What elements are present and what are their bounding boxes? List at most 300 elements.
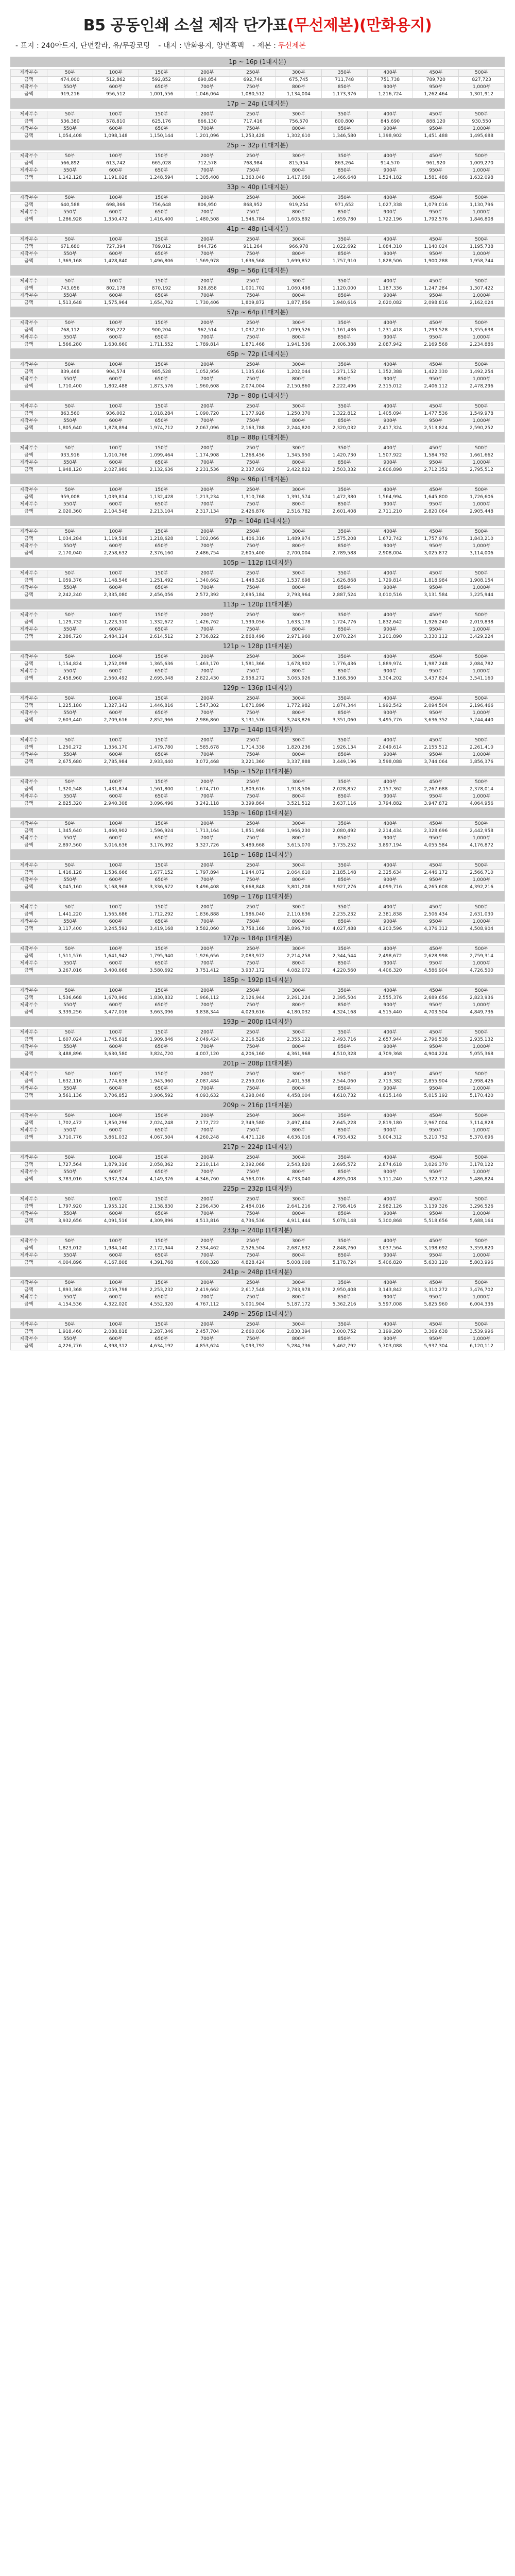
table-cell: 3,131,576 bbox=[230, 717, 276, 724]
table-cell: 1,818,984 bbox=[413, 578, 459, 585]
table-cell: 350부 bbox=[321, 1155, 367, 1162]
row-label: 제작부수 bbox=[11, 278, 47, 285]
table-cell: 650부 bbox=[139, 1169, 184, 1176]
table-cell: 100부 bbox=[93, 612, 139, 619]
table-cell: 1,873,576 bbox=[139, 383, 184, 391]
table-cell: 1,943,960 bbox=[139, 1078, 184, 1086]
table-cell: 3,541,160 bbox=[459, 675, 505, 683]
quantity-row bbox=[11, 1029, 505, 1037]
table-cell: 650부 bbox=[139, 1294, 184, 1301]
table-cell: 1,216,724 bbox=[367, 91, 413, 98]
page-range-header: 137p ~ 144p (1대지분) bbox=[10, 724, 505, 735]
table-cell: 300부 bbox=[276, 696, 321, 703]
table-cell: 150부 bbox=[139, 779, 184, 786]
table-cell: 1,301,912 bbox=[459, 91, 505, 98]
table-cell: 450부 bbox=[413, 1113, 459, 1120]
table-cell: 650부 bbox=[139, 293, 184, 300]
table-cell: 550부 bbox=[47, 710, 93, 717]
table-cell: 2,328,696 bbox=[413, 828, 459, 835]
table-cell: 550부 bbox=[47, 501, 93, 509]
table-cell: 4,322,020 bbox=[93, 1301, 139, 1309]
table-cell: 600부 bbox=[93, 1127, 139, 1134]
table-cell: 2,605,400 bbox=[230, 550, 276, 557]
page-range-header: 49p ~ 56p (1대지분) bbox=[10, 265, 505, 276]
row-label: 금액 bbox=[11, 411, 47, 418]
table-cell: 300부 bbox=[276, 1071, 321, 1078]
table-cell: 2,478,296 bbox=[459, 383, 505, 391]
price-row bbox=[11, 1204, 505, 1211]
table-cell: 650부 bbox=[139, 126, 184, 133]
table-cell: 650부 bbox=[139, 793, 184, 801]
table-cell: 650부 bbox=[139, 1086, 184, 1093]
table-cell: 5,486,824 bbox=[459, 1176, 505, 1183]
table-cell: 2,378,014 bbox=[459, 786, 505, 793]
table-cell: 1,406,316 bbox=[230, 536, 276, 543]
table-cell: 300부 bbox=[276, 821, 321, 828]
page-range-header: 169p ~ 176p (1대지분) bbox=[10, 891, 505, 902]
table-cell: 1,135,616 bbox=[230, 369, 276, 376]
table-cell: 1,674,710 bbox=[184, 786, 230, 793]
table-cell: 3,400,668 bbox=[93, 968, 139, 975]
row-label: 제작부수 bbox=[11, 445, 47, 452]
table-cell: 300부 bbox=[276, 737, 321, 744]
table-cell: 6,120,112 bbox=[459, 1343, 505, 1350]
table-cell: 1,350,472 bbox=[93, 216, 139, 224]
table-cell: 250부 bbox=[230, 821, 276, 828]
row-label: 제작부수 bbox=[11, 626, 47, 634]
table-cell: 4,391,768 bbox=[139, 1260, 184, 1267]
price-table bbox=[10, 1196, 505, 1225]
table-cell: 700부 bbox=[184, 1044, 230, 1051]
table-cell: 900부 bbox=[367, 1336, 413, 1343]
table-cell: 550부 bbox=[47, 585, 93, 592]
table-cell: 2,687,632 bbox=[276, 1245, 321, 1252]
quantity-row bbox=[11, 877, 505, 884]
table-cell: 4,406,320 bbox=[367, 968, 413, 975]
table-cell: 650부 bbox=[139, 668, 184, 675]
table-cell: 1,340,662 bbox=[184, 578, 230, 585]
row-label: 제작부수 bbox=[11, 487, 47, 494]
table-cell: 1,252,098 bbox=[93, 661, 139, 668]
table-cell: 3,429,224 bbox=[459, 634, 505, 641]
table-cell: 1,960,608 bbox=[184, 383, 230, 391]
table-cell: 400부 bbox=[367, 236, 413, 244]
table-cell: 400부 bbox=[367, 278, 413, 285]
table-cell: 150부 bbox=[139, 612, 184, 619]
table-cell: 1,251,492 bbox=[139, 578, 184, 585]
table-cell: 750부 bbox=[230, 1336, 276, 1343]
table-cell: 5,178,724 bbox=[321, 1260, 367, 1267]
table-cell: 5,688,164 bbox=[459, 1218, 505, 1225]
price-table bbox=[10, 570, 505, 599]
table-cell: 950부 bbox=[413, 501, 459, 509]
table-cell: 914,570 bbox=[367, 160, 413, 167]
table-cell: 3,489,668 bbox=[230, 842, 276, 850]
price-row bbox=[11, 550, 505, 557]
table-cell: 500부 bbox=[459, 1321, 505, 1329]
table-cell: 850부 bbox=[321, 251, 367, 258]
table-cell: 2,572,392 bbox=[184, 592, 230, 599]
table-cell: 1,547,302 bbox=[184, 703, 230, 710]
row-label: 금액 bbox=[11, 550, 47, 557]
table-cell: 3,937,172 bbox=[230, 968, 276, 975]
row-label: 금액 bbox=[11, 1078, 47, 1086]
table-cell: 2,426,876 bbox=[230, 509, 276, 516]
table-cell: 1,789,814 bbox=[184, 342, 230, 349]
table-cell: 4,027,488 bbox=[321, 926, 367, 933]
table-cell: 850부 bbox=[321, 877, 367, 884]
table-cell: 3,296,526 bbox=[459, 1204, 505, 1211]
table-cell: 1,823,012 bbox=[47, 1245, 93, 1252]
table-cell: 1,191,028 bbox=[93, 175, 139, 182]
table-cell: 300부 bbox=[276, 487, 321, 494]
table-cell: 1,416,400 bbox=[139, 216, 184, 224]
table-cell: 500부 bbox=[459, 1113, 505, 1120]
table-cell: 700부 bbox=[184, 1294, 230, 1301]
table-cell: 2,214,434 bbox=[367, 828, 413, 835]
row-label: 금액 bbox=[11, 160, 47, 167]
price-table bbox=[10, 695, 505, 724]
table-cell: 600부 bbox=[93, 752, 139, 759]
table-cell: 2,259,016 bbox=[230, 1078, 276, 1086]
table-cell: 3,937,324 bbox=[93, 1176, 139, 1183]
table-cell: 250부 bbox=[230, 70, 276, 77]
table-cell: 250부 bbox=[230, 612, 276, 619]
table-cell: 2,675,680 bbox=[47, 759, 93, 766]
table-cell: 750부 bbox=[230, 1169, 276, 1176]
table-cell: 717,416 bbox=[230, 118, 276, 126]
table-cell: 3,495,776 bbox=[367, 717, 413, 724]
table-cell: 2,325,634 bbox=[367, 870, 413, 877]
table-cell: 300부 bbox=[276, 111, 321, 118]
table-cell: 2,064,610 bbox=[276, 870, 321, 877]
table-cell: 250부 bbox=[230, 153, 276, 160]
table-cell: 1,466,648 bbox=[321, 175, 367, 182]
table-cell: 750부 bbox=[230, 460, 276, 467]
table-cell: 550부 bbox=[47, 1252, 93, 1260]
table-cell: 250부 bbox=[230, 320, 276, 327]
row-label: 금액 bbox=[11, 342, 47, 349]
table-cell: 2,660,036 bbox=[230, 1329, 276, 1336]
table-cell: 900부 bbox=[367, 1044, 413, 1051]
row-label: 제작부수 bbox=[11, 111, 47, 118]
table-cell: 600부 bbox=[93, 84, 139, 91]
table-cell: 250부 bbox=[230, 654, 276, 661]
table-cell: 4,265,608 bbox=[413, 884, 459, 891]
table-cell: 250부 bbox=[230, 1029, 276, 1037]
table-cell: 1,772,982 bbox=[276, 703, 321, 710]
table-cell: 868,952 bbox=[230, 202, 276, 209]
row-label: 금액 bbox=[11, 1051, 47, 1058]
table-cell: 700부 bbox=[184, 626, 230, 634]
table-cell: 1,729,814 bbox=[367, 578, 413, 585]
table-cell: 1,489,974 bbox=[276, 536, 321, 543]
table-cell: 2,825,320 bbox=[47, 801, 93, 808]
table-cell: 950부 bbox=[413, 1169, 459, 1176]
table-cell: 950부 bbox=[413, 1086, 459, 1093]
table-cell: 904,574 bbox=[93, 369, 139, 376]
table-cell: 500부 bbox=[459, 1280, 505, 1287]
table-cell: 50부 bbox=[47, 1113, 93, 1120]
row-label: 금액 bbox=[11, 1120, 47, 1127]
table-cell: 2,897,560 bbox=[47, 842, 93, 850]
table-cell: 850부 bbox=[321, 418, 367, 425]
row-label: 금액 bbox=[11, 592, 47, 599]
table-cell: 350부 bbox=[321, 153, 367, 160]
table-cell: 450부 bbox=[413, 696, 459, 703]
price-table bbox=[10, 612, 505, 641]
table-cell: 1,225,180 bbox=[47, 703, 93, 710]
table-cell: 200부 bbox=[184, 362, 230, 369]
table-cell: 1,797,920 bbox=[47, 1204, 93, 1211]
page-range-header: 89p ~ 96p (1대지분) bbox=[10, 474, 505, 484]
price-row bbox=[11, 369, 505, 376]
table-cell: 1,569,978 bbox=[184, 258, 230, 265]
table-cell: 1,678,902 bbox=[276, 661, 321, 668]
row-label: 금액 bbox=[11, 509, 47, 516]
table-cell: 450부 bbox=[413, 988, 459, 995]
table-cell: 3,663,096 bbox=[139, 1009, 184, 1016]
table-cell: 1,670,960 bbox=[93, 995, 139, 1002]
table-cell: 850부 bbox=[321, 501, 367, 509]
table-cell: 1,307,422 bbox=[459, 285, 505, 293]
table-cell: 300부 bbox=[276, 946, 321, 953]
table-cell: 850부 bbox=[321, 126, 367, 133]
table-cell: 50부 bbox=[47, 696, 93, 703]
table-cell: 3,582,060 bbox=[184, 926, 230, 933]
table-cell: 100부 bbox=[93, 946, 139, 953]
quantity-row bbox=[11, 1127, 505, 1134]
table-cell: 250부 bbox=[230, 1280, 276, 1287]
table-cell: 3,706,852 bbox=[93, 1093, 139, 1100]
table-cell: 700부 bbox=[184, 710, 230, 717]
table-cell: 3,615,070 bbox=[276, 842, 321, 850]
table-cell: 4,634,192 bbox=[139, 1343, 184, 1350]
table-cell: 800부 bbox=[276, 126, 321, 133]
quantity-row bbox=[11, 1336, 505, 1343]
table-cell: 600부 bbox=[93, 1211, 139, 1218]
table-cell: 300부 bbox=[276, 1238, 321, 1245]
table-cell: 950부 bbox=[413, 1044, 459, 1051]
table-cell: 700부 bbox=[184, 1252, 230, 1260]
table-cell: 1,000부 bbox=[459, 501, 505, 509]
table-cell: 4,736,536 bbox=[230, 1218, 276, 1225]
table-cell: 1,984,140 bbox=[93, 1245, 139, 1252]
price-row bbox=[11, 1162, 505, 1169]
table-cell: 1,645,800 bbox=[413, 494, 459, 501]
table-cell: 950부 bbox=[413, 460, 459, 467]
table-cell: 2,231,536 bbox=[184, 467, 230, 474]
table-cell: 250부 bbox=[230, 1238, 276, 1245]
table-cell: 900부 bbox=[367, 334, 413, 342]
table-cell: 950부 bbox=[413, 1294, 459, 1301]
table-cell: 1,195,738 bbox=[459, 244, 505, 251]
table-cell: 600부 bbox=[93, 1002, 139, 1009]
table-cell: 1,495,688 bbox=[459, 133, 505, 140]
table-cell: 350부 bbox=[321, 278, 367, 285]
price-table bbox=[10, 403, 505, 432]
table-cell: 789,720 bbox=[413, 77, 459, 84]
table-cell: 1,900,288 bbox=[413, 258, 459, 265]
table-cell: 500부 bbox=[459, 696, 505, 703]
table-cell: 3,168,968 bbox=[93, 884, 139, 891]
table-cell: 700부 bbox=[184, 209, 230, 216]
table-cell: 50부 bbox=[47, 236, 93, 244]
table-cell: 50부 bbox=[47, 111, 93, 118]
table-cell: 536,380 bbox=[47, 118, 93, 126]
table-cell: 1,000부 bbox=[459, 752, 505, 759]
table-cell: 1,585,678 bbox=[184, 744, 230, 752]
table-cell: 600부 bbox=[93, 793, 139, 801]
table-cell: 100부 bbox=[93, 153, 139, 160]
table-cell: 2,049,424 bbox=[184, 1037, 230, 1044]
table-cell: 450부 bbox=[413, 278, 459, 285]
quantity-row bbox=[11, 209, 505, 216]
row-label: 제작부수 bbox=[11, 1002, 47, 1009]
price-table bbox=[10, 486, 505, 516]
table-cell: 1,536,666 bbox=[93, 870, 139, 877]
table-cell: 4,260,248 bbox=[184, 1134, 230, 1142]
table-cell: 750부 bbox=[230, 960, 276, 968]
page-range-header: 177p ~ 184p (1대지분) bbox=[10, 933, 505, 943]
table-cell: 100부 bbox=[93, 195, 139, 202]
table-cell: 966,978 bbox=[276, 244, 321, 251]
table-cell: 600부 bbox=[93, 668, 139, 675]
table-cell: 3,026,370 bbox=[413, 1162, 459, 1169]
table-cell: 1,830,832 bbox=[139, 995, 184, 1002]
table-cell: 3,330,112 bbox=[413, 634, 459, 641]
table-cell: 200부 bbox=[184, 111, 230, 118]
table-cell: 650부 bbox=[139, 752, 184, 759]
table-cell: 50부 bbox=[47, 946, 93, 953]
table-cell: 1,000부 bbox=[459, 1002, 505, 1009]
table-cell: 4,203,596 bbox=[367, 926, 413, 933]
page-range-header: 233p ~ 240p (1대지분) bbox=[10, 1225, 505, 1235]
table-cell: 300부 bbox=[276, 570, 321, 578]
table-cell: 3,824,720 bbox=[139, 1051, 184, 1058]
table-cell: 1,009,270 bbox=[459, 160, 505, 167]
table-cell: 962,514 bbox=[184, 327, 230, 334]
table-cell: 150부 bbox=[139, 70, 184, 77]
table-cell: 2,458,960 bbox=[47, 675, 93, 683]
table-cell: 1,213,234 bbox=[184, 494, 230, 501]
table-cell: 550부 bbox=[47, 877, 93, 884]
table-cell: 350부 bbox=[321, 862, 367, 870]
table-cell: 600부 bbox=[93, 960, 139, 968]
table-cell: 712,578 bbox=[184, 160, 230, 167]
table-cell: 2,759,314 bbox=[459, 953, 505, 960]
table-cell: 50부 bbox=[47, 612, 93, 619]
table-cell: 650부 bbox=[139, 209, 184, 216]
table-cell: 3,861,032 bbox=[93, 1134, 139, 1142]
table-cell: 750부 bbox=[230, 334, 276, 342]
table-cell: 400부 bbox=[367, 320, 413, 327]
table-cell: 3,096,496 bbox=[139, 801, 184, 808]
table-cell: 888,120 bbox=[413, 118, 459, 126]
table-cell: 3,310,272 bbox=[413, 1287, 459, 1294]
table-cell: 2,216,528 bbox=[230, 1037, 276, 1044]
table-cell: 3,751,412 bbox=[184, 968, 230, 975]
table-cell: 1,851,968 bbox=[230, 828, 276, 835]
table-cell: 1,046,064 bbox=[184, 91, 230, 98]
row-label: 제작부수 bbox=[11, 570, 47, 578]
table-cell: 750부 bbox=[230, 710, 276, 717]
price-row bbox=[11, 383, 505, 391]
table-cell: 2,544,060 bbox=[321, 1078, 367, 1086]
table-cell: 1,566,280 bbox=[47, 342, 93, 349]
page-range-section bbox=[10, 224, 505, 265]
table-cell: 50부 bbox=[47, 1029, 93, 1037]
table-cell: 4,055,584 bbox=[413, 842, 459, 850]
table-cell: 1,507,922 bbox=[367, 452, 413, 460]
table-cell: 800부 bbox=[276, 960, 321, 968]
table-cell: 4,703,504 bbox=[413, 1009, 459, 1016]
table-cell: 1,248,594 bbox=[139, 175, 184, 182]
table-cell: 700부 bbox=[184, 167, 230, 175]
table-cell: 3,896,700 bbox=[276, 926, 321, 933]
table-cell: 450부 bbox=[413, 946, 459, 953]
table-cell: 806,950 bbox=[184, 202, 230, 209]
table-cell: 625,176 bbox=[139, 118, 184, 126]
table-cell: 100부 bbox=[93, 320, 139, 327]
table-cell: 950부 bbox=[413, 209, 459, 216]
table-cell: 900부 bbox=[367, 877, 413, 884]
table-cell: 350부 bbox=[321, 1280, 367, 1287]
table-cell: 2,422,822 bbox=[276, 467, 321, 474]
row-label: 제작부수 bbox=[11, 779, 47, 786]
row-label: 금액 bbox=[11, 703, 47, 710]
table-cell: 250부 bbox=[230, 445, 276, 452]
table-cell: 2,315,012 bbox=[367, 383, 413, 391]
quantity-row bbox=[11, 501, 505, 509]
table-cell: 250부 bbox=[230, 111, 276, 118]
page-range-header: 209p ~ 216p (1대지분) bbox=[10, 1100, 505, 1110]
price-row bbox=[11, 995, 505, 1002]
table-cell: 400부 bbox=[367, 1029, 413, 1037]
price-row bbox=[11, 91, 505, 98]
table-cell: 600부 bbox=[93, 1294, 139, 1301]
table-cell: 650부 bbox=[139, 501, 184, 509]
table-cell: 50부 bbox=[47, 779, 93, 786]
table-cell: 850부 bbox=[321, 1294, 367, 1301]
table-cell: 2,848,760 bbox=[321, 1245, 367, 1252]
row-label: 제작부수 bbox=[11, 543, 47, 550]
table-cell: 3,045,160 bbox=[47, 884, 93, 891]
table-cell: 350부 bbox=[321, 737, 367, 744]
table-cell: 1,000부 bbox=[459, 376, 505, 383]
page-range-section bbox=[10, 432, 505, 474]
table-cell: 2,406,112 bbox=[413, 383, 459, 391]
table-cell: 2,823,936 bbox=[459, 995, 505, 1002]
table-cell: 200부 bbox=[184, 1280, 230, 1287]
table-cell: 1,000부 bbox=[459, 1044, 505, 1051]
table-cell: 1,099,526 bbox=[276, 327, 321, 334]
table-cell: 100부 bbox=[93, 111, 139, 118]
table-cell: 400부 bbox=[367, 654, 413, 661]
price-row bbox=[11, 77, 505, 84]
table-cell: 800부 bbox=[276, 877, 321, 884]
quantity-row bbox=[11, 821, 505, 828]
table-cell: 1,836,888 bbox=[184, 911, 230, 919]
quantity-row bbox=[11, 988, 505, 995]
table-cell: 500부 bbox=[459, 779, 505, 786]
table-cell: 4,709,368 bbox=[367, 1051, 413, 1058]
table-cell: 4,793,432 bbox=[321, 1134, 367, 1142]
table-cell: 300부 bbox=[276, 362, 321, 369]
table-cell: 150부 bbox=[139, 737, 184, 744]
table-cell: 100부 bbox=[93, 696, 139, 703]
table-cell: 50부 bbox=[47, 278, 93, 285]
